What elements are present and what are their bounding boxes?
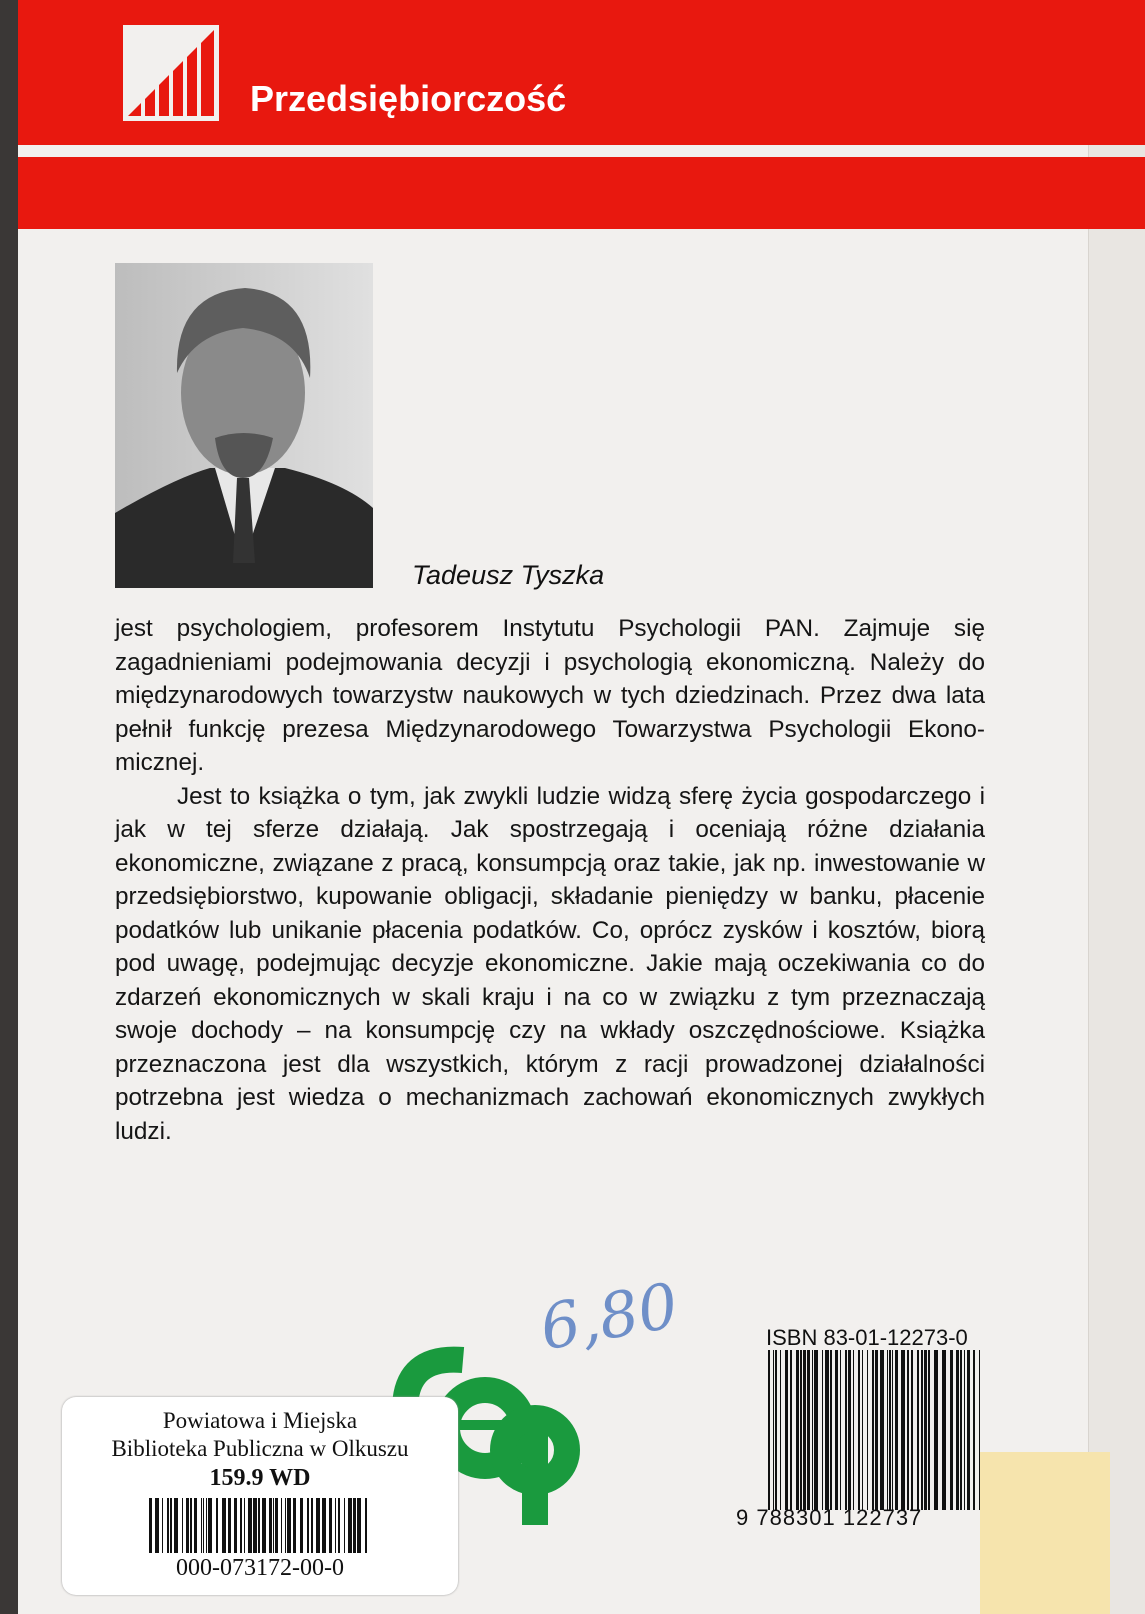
barcode-bar xyxy=(258,1498,260,1553)
barcode-bar xyxy=(887,1350,888,1510)
barcode-bar xyxy=(344,1498,345,1553)
barcode-bar xyxy=(825,1350,829,1510)
barcode-bar xyxy=(889,1350,891,1510)
barcode-bar xyxy=(348,1498,352,1553)
barcode-bar xyxy=(934,1350,938,1510)
barcode-bar xyxy=(353,1498,356,1553)
barcode-bar xyxy=(840,1350,841,1510)
library-name-line2: Biblioteka Publiczna w Olkuszu xyxy=(111,1436,409,1461)
barcode-bar xyxy=(287,1498,291,1553)
barcode-bar xyxy=(822,1350,823,1510)
barcode-bar xyxy=(316,1498,320,1553)
library-barcode xyxy=(147,1498,373,1553)
barcode-bar xyxy=(194,1498,197,1553)
barcode-bar xyxy=(186,1498,189,1553)
barcode-bar xyxy=(872,1350,874,1510)
barcode-bar xyxy=(338,1498,340,1553)
barcode-bar xyxy=(928,1350,930,1510)
barcode-bar xyxy=(830,1350,832,1510)
barcode-bar xyxy=(917,1350,919,1510)
isbn-barcode xyxy=(766,1350,986,1510)
barcode-bar xyxy=(167,1498,169,1553)
book-spine xyxy=(1088,0,1145,1614)
barcode-bar xyxy=(222,1498,226,1553)
barcode-bar xyxy=(311,1498,313,1553)
series-banner-stripe xyxy=(18,157,1145,229)
barcode-bar xyxy=(924,1350,927,1510)
barcode-bar xyxy=(901,1350,905,1510)
barcode-bar xyxy=(240,1498,242,1553)
barcode-bar xyxy=(835,1350,838,1510)
barcode-bar xyxy=(357,1498,361,1553)
barcode-bar xyxy=(790,1350,792,1510)
barcode-bar xyxy=(858,1350,860,1510)
barcode-bar xyxy=(867,1350,868,1510)
barcode-bar xyxy=(244,1498,245,1553)
barcode-bar xyxy=(293,1498,296,1553)
author-photo xyxy=(115,263,373,588)
barcode-bar xyxy=(149,1498,152,1553)
barcode-bar xyxy=(960,1350,962,1510)
barcode-bar xyxy=(228,1498,231,1553)
barcode-bar xyxy=(956,1350,959,1510)
barcode-bar xyxy=(273,1498,274,1553)
barcode-bar xyxy=(300,1498,303,1553)
barcode-bar xyxy=(895,1350,898,1510)
barcode-bar xyxy=(206,1498,207,1553)
barcode-bar xyxy=(880,1350,884,1510)
library-name-line1: Powiatowa i Miejska xyxy=(162,1408,358,1433)
barcode-bar xyxy=(322,1498,326,1553)
barcode-bar xyxy=(807,1350,810,1510)
barcode-bar xyxy=(803,1350,806,1510)
barcode-bar xyxy=(800,1350,802,1510)
barcode-bar xyxy=(911,1350,913,1510)
barcode-bar xyxy=(853,1350,854,1510)
barcode-bar xyxy=(203,1498,204,1553)
barcode-bar xyxy=(248,1498,252,1553)
barcode-bar xyxy=(892,1350,893,1510)
barcode-bar xyxy=(201,1498,202,1553)
barcode-bar xyxy=(275,1498,278,1553)
barcode-bar xyxy=(950,1350,953,1510)
library-sticker xyxy=(62,1397,458,1595)
barcode-bar xyxy=(785,1350,788,1510)
barcode-bar xyxy=(234,1498,237,1553)
book-summary: Jest to książka o tym, jak zwykli ludzie widzą sferę życia gospodarczego i jak w tej sferze działają. Jak spostrzegają i oceniają różne działania ekonomiczne, związane z pracą, konsumpcją oraz takie, jak np. inwestowanie w przedsiębiorstwo, kupowanie obligacji, składanie pieniędzy w banku, płacenie podatków lub unikanie płacenia podatków. Co, oprócz zysków i kosztów, biorą pod uwagę, podejmując decyzje ekonomiczne. Jakie mają oczekiwania co do zdarzeń ekonomicznych w skali kraju i na co w związku z tym przeznaczają swoje dochody – na konsumpcję czy na wkłady oszczędnościowe. Książka przeznaczona jest dla wszystkich, którym z racji prowadzonej działalności potrzebna jest wiedza o mechanizmach zachowań ekonomicznych zwykłych ludzi. xyxy=(115,782,985,1145)
author-name: Tadeusz Tyszka xyxy=(412,560,605,590)
barcode-bar xyxy=(768,1350,770,1510)
book-description xyxy=(115,612,985,1148)
barcode-bar xyxy=(281,1498,282,1553)
barcode-bar xyxy=(269,1498,272,1553)
series-logo-icon xyxy=(123,25,219,121)
ean-digits: 9 788301 122737 xyxy=(736,1505,923,1530)
barcode-bar xyxy=(967,1350,970,1510)
barcode-bar xyxy=(174,1498,178,1553)
barcode-bar xyxy=(964,1350,965,1510)
barcode-bar xyxy=(780,1350,781,1510)
barcode-bar xyxy=(262,1498,266,1553)
call-number: 159.9 WD xyxy=(209,1465,311,1491)
scan-edge xyxy=(0,0,18,1614)
barcode-bar xyxy=(307,1498,309,1553)
barcode-bar xyxy=(155,1498,159,1553)
isbn-label: ISBN 83-01-12273-0 xyxy=(766,1325,968,1350)
barcode-bar xyxy=(812,1350,813,1510)
barcode-bar xyxy=(845,1350,847,1510)
yellow-label xyxy=(980,1452,1110,1614)
barcode-bar xyxy=(170,1498,172,1553)
barcode-bar xyxy=(335,1498,336,1553)
barcode-bar xyxy=(253,1498,257,1553)
barcode-bar xyxy=(875,1350,878,1510)
author-bio: jest psychologiem, profesorem Instytutu Psychologii PAN. Zajmuje się zagadnieniami podejmowania decyzji i psychologią ekonomiczną. Należy do międzynarodowych towarzystw naukowych w tych dziedzinach. Przez dwa lata pełnił funkcję prezesa Międzynarodowego Towarzystwa Psychologii Ekonomicznej. xyxy=(115,615,985,776)
barcode-bar xyxy=(190,1498,192,1553)
barcode-bar xyxy=(182,1498,183,1553)
barcode-bar xyxy=(973,1350,975,1510)
series-title: Przedsiębiorczość xyxy=(250,78,567,119)
barcode-bar xyxy=(285,1498,286,1553)
barcode-bar xyxy=(329,1498,332,1553)
barcode-bar xyxy=(208,1498,212,1553)
barcode-bar xyxy=(216,1498,218,1553)
barcode-bar xyxy=(775,1350,777,1510)
barcode-bar xyxy=(162,1498,163,1553)
barcode-bar xyxy=(814,1350,818,1510)
barcode-bar xyxy=(862,1350,863,1510)
barcode-bar xyxy=(907,1350,909,1510)
barcode-bar xyxy=(848,1350,851,1510)
barcode-bar xyxy=(942,1350,946,1510)
barcode-bar xyxy=(921,1350,923,1510)
barcode-bar xyxy=(365,1498,367,1553)
handwritten-price: 6,80 xyxy=(534,1268,684,1365)
barcode-bar xyxy=(796,1350,799,1510)
library-barcode-number: 000-073172-00-0 xyxy=(176,1555,344,1581)
barcode-bar xyxy=(773,1350,774,1510)
